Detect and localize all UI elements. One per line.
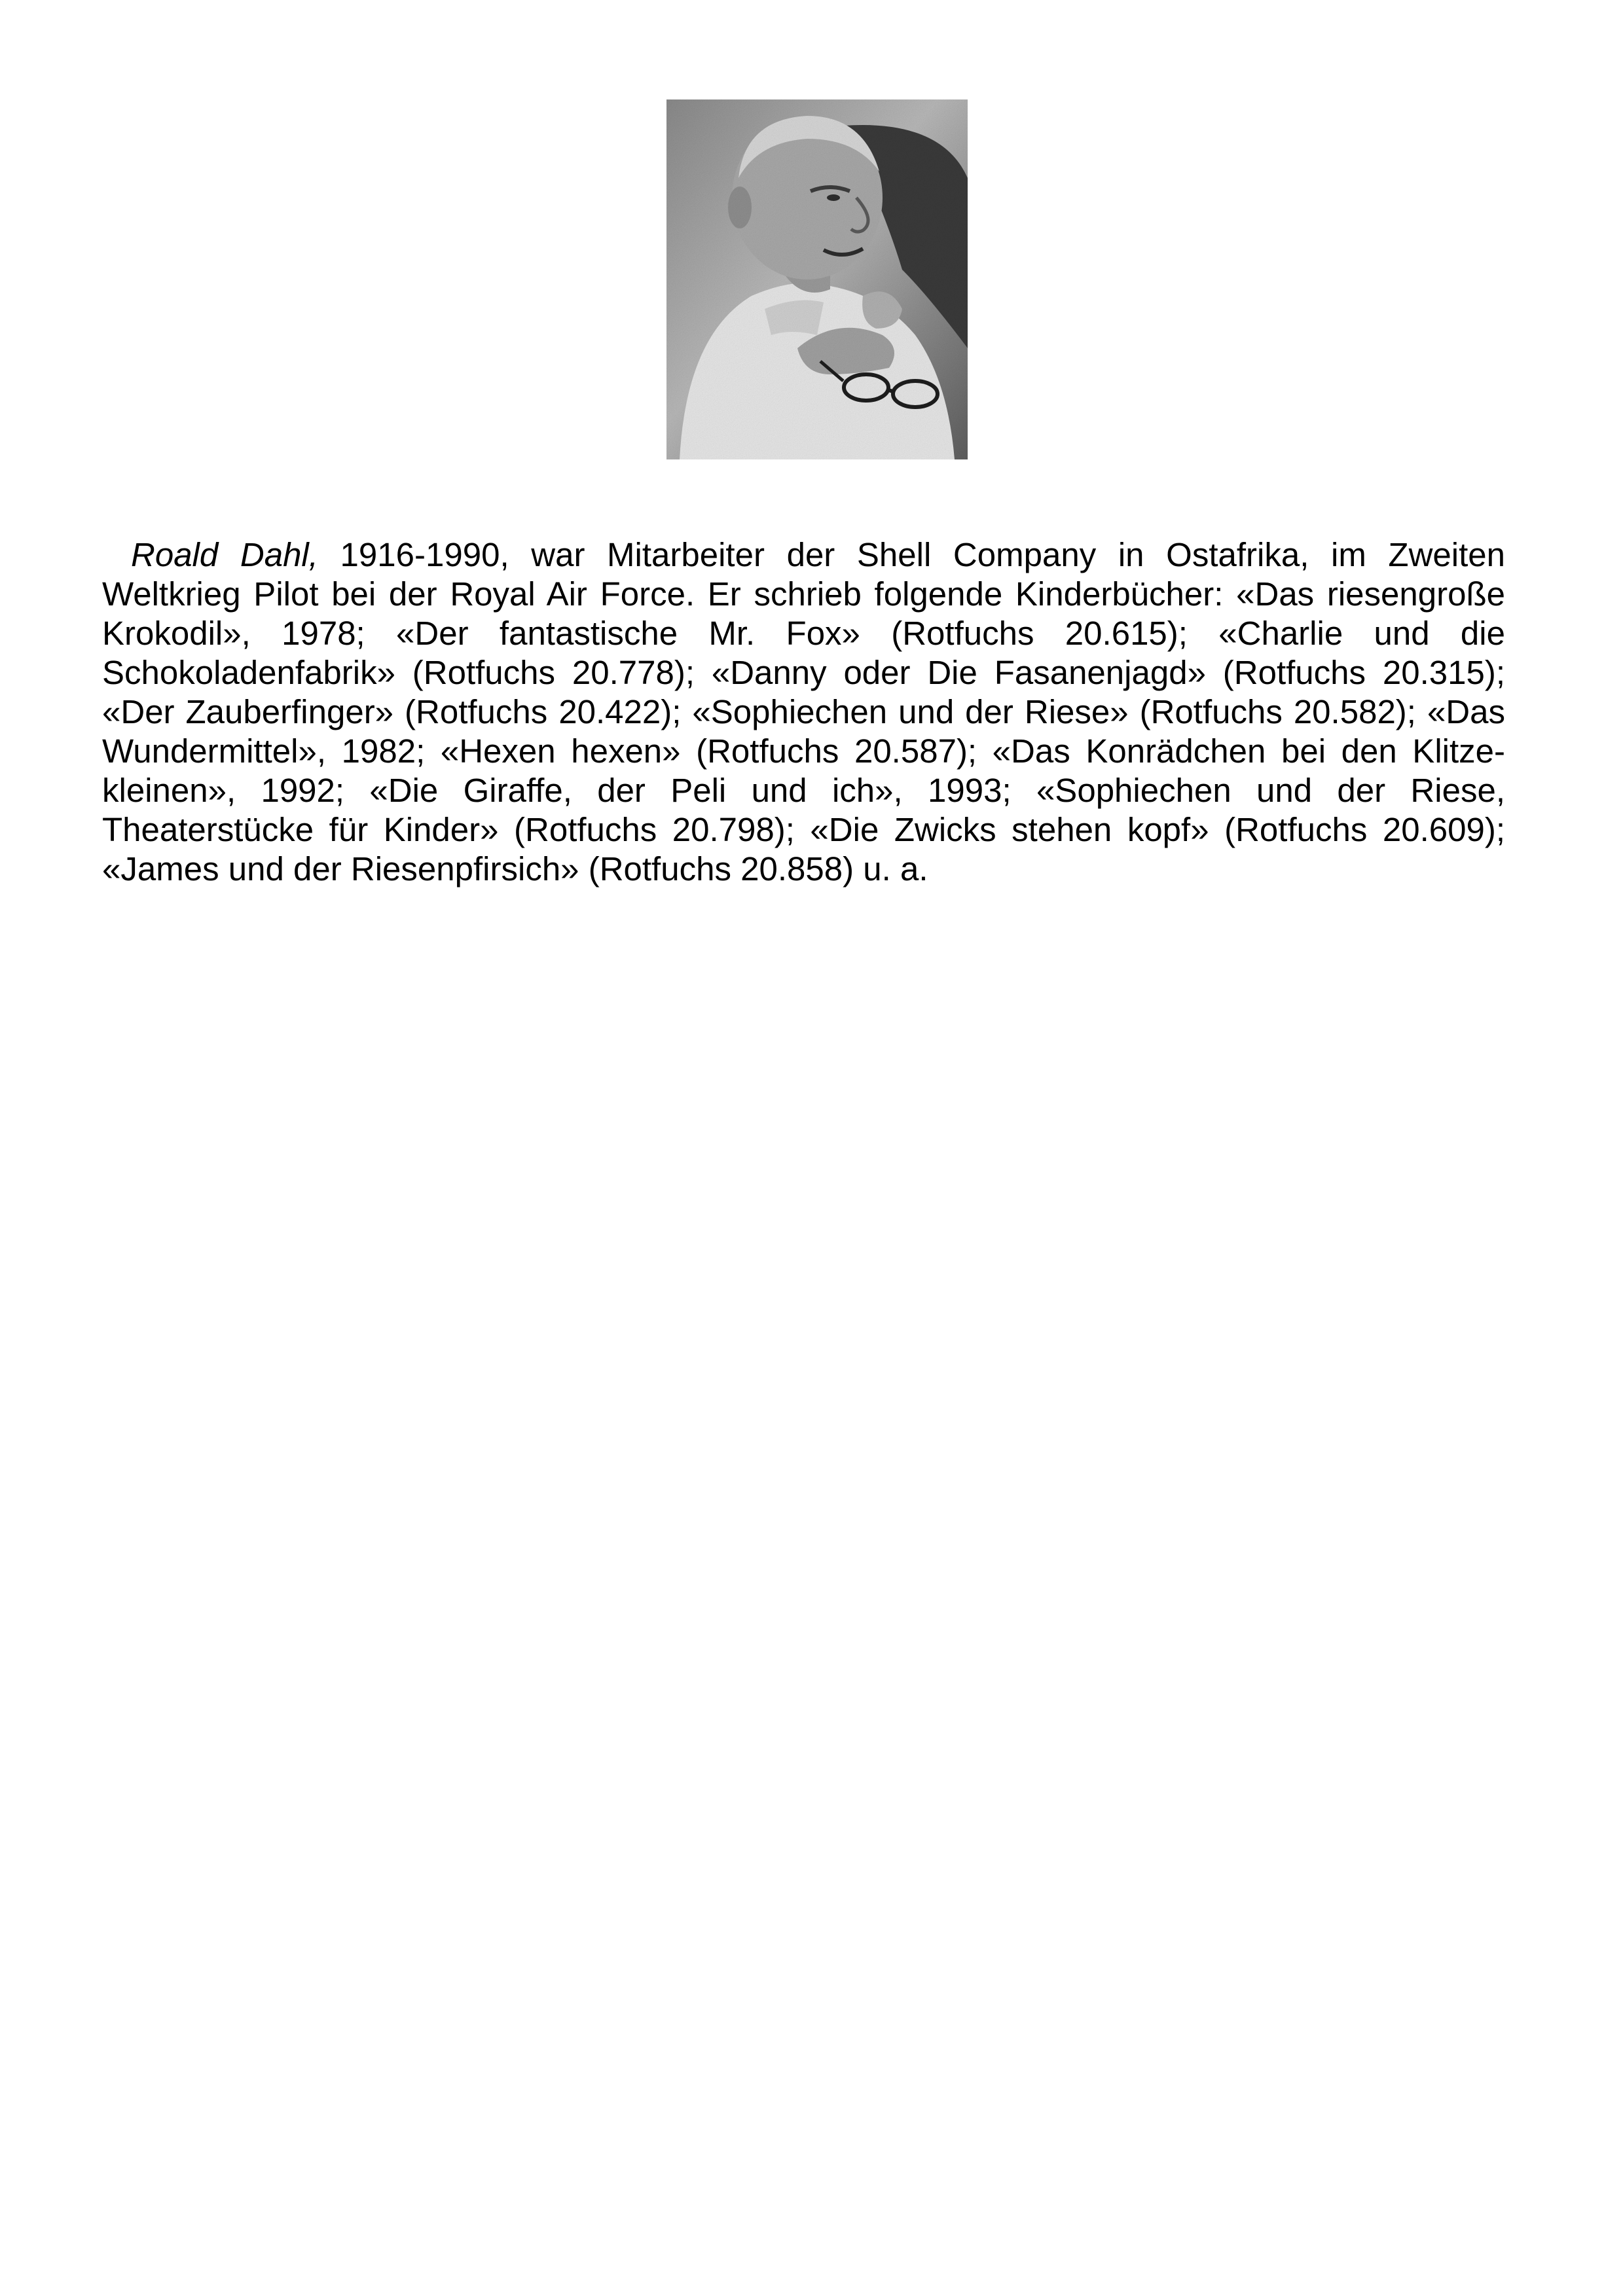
bio-line-8: Theaterstücke für Kinder» (Rotfuchs 20.798); «Die Zwicks stehen kopf» (Rotfuchs 20.609);	[102, 811, 1505, 848]
author-photo	[666, 99, 968, 459]
bio-line-4: Schokoladenfabrik» (Rotfuchs 20.778); «Danny oder Die Fasanenjagd» (Rotfuchs 20.315);	[102, 654, 1505, 691]
author-name: Roald Dahl,	[131, 536, 318, 573]
author-bio	[102, 535, 1505, 889]
bio-line-9: «James und der Riesenpfirsich» (Rotfuchs 20.858) u. a.	[102, 850, 928, 888]
bio-line-1	[102, 535, 1505, 575]
bio-line-3: Krokodil», 1978; «Der fantastische Mr. Fox» (Rotfuchs 20.615); «Charlie und die	[102, 615, 1505, 652]
bio-line-7: kleinen», 1992; «Die Giraffe, der Peli und ich», 1993; «Sophiechen und der Riese,	[102, 772, 1505, 809]
bio-line-5: «Der Zauberfinger» (Rotfuchs 20.422); «Sophiechen und der Riese» (Rotfuchs 20.582); «Das	[102, 693, 1505, 730]
bio-line-2: Weltkrieg Pilot bei der Royal Air Force. Er schrieb folgende Kinderbücher: «Das riesengroße	[102, 575, 1505, 613]
bio-line-6: Wundermittel», 1982; «Hexen hexen» (Rotfuchs 20.587); «Das Konrädchen bei den Klitze-	[102, 732, 1505, 770]
portrait-illustration	[666, 99, 968, 459]
bio-line-1-rest: 1916-1990, war Mitarbeiter der Shell Company in Ostafrika, im Zweiten	[318, 536, 1505, 573]
